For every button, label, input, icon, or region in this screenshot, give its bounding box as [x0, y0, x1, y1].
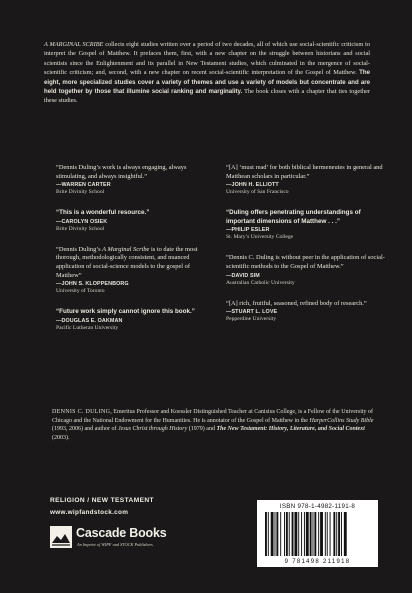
- endorsement-author: —DOUGLAS E. OAKMAN: [56, 317, 123, 324]
- endorsement-affiliation: University of Toronto: [56, 288, 105, 295]
- endorsement-quote: “[A] rich, fruitful, seasoned, refined body of research.”: [226, 299, 367, 307]
- endorsement-quote: “[A] ‘must read’ for both biblical hermeneutes in general and Matthean scholars in particular.”: [226, 164, 383, 180]
- endorsement: [56, 164, 214, 196]
- endorsement: [56, 308, 214, 332]
- author-name: DENNIS C. DULING: [52, 409, 111, 415]
- subject-category: RELIGION / NEW TESTAMENT: [50, 497, 154, 504]
- endorsement-author: —DAVID SIM: [226, 272, 260, 279]
- cascade-waves-icon: [50, 526, 72, 548]
- endorsement-affiliation: Australian Catholic University: [226, 279, 295, 286]
- endorsements-right-column: [226, 164, 386, 336]
- endorsement-author: —PHILIP ESLER: [226, 227, 270, 234]
- endorsement: [56, 209, 214, 233]
- endorsement-affiliation: Pepperdine University: [226, 316, 277, 323]
- book-description: [44, 40, 370, 106]
- endorsement-quote: “This is a wonderful resource.”: [56, 209, 150, 217]
- endorsement-quote: “Dennis Duling’s work is always engaging, always stimulating, and always insightful.”: [56, 164, 187, 180]
- endorsement-author: —JOHN H. ELLIOTT: [226, 182, 279, 189]
- endorsement: [226, 164, 386, 196]
- author-bio: DENNIS C. DULING, Emeritus Professor and Koessler Distinguished Teacher at Canisius College, is a Fellow of the University of Chicago and the National Endowment for the Humanities. He is annotator of the Gospel of Matthew in the HarperCollins Study Bible (1993, 2006) and author of Jesus Christ through History (1979) and The New Testament: History, Literature, and Social Context (2003).: [52, 409, 374, 441]
- bio-book-title: Jesus Christ through History: [118, 426, 188, 433]
- endorsement: [226, 300, 386, 324]
- endorsement-affiliation: University of San Francisco: [226, 189, 289, 196]
- isbn-label: ISBN 978-1-4982-1191-8: [279, 503, 356, 510]
- publisher-imprint: An Imprint of WIPF and STOCK Publishers: [77, 542, 153, 547]
- endorsement-affiliation: Brite Divinity School: [56, 189, 105, 196]
- endorsement-affiliation: Brite Divinity School: [56, 225, 105, 232]
- endorsement-affiliation: Pacific Lutheran University: [56, 324, 119, 331]
- description-text: collects eight studies written over a period of two decades, all of which use social-scientific criticism to interpret the Gospel of Matthew. It prefaces them, first, with a new chapter on the struggle between historians and social scientists since the Enlightenment and its parallel in New Testament studies, which culminated in the mergence of social-scientific criticism; and, second, with a new chapter on recent social-scientific interpretation of the Gospel of Matthew.: [44, 41, 370, 77]
- endorsements-left-column: [56, 164, 214, 345]
- publisher-name: Cascade Books: [76, 526, 167, 540]
- bio-book-title: The New Testament: History, Literature, and Social Context: [216, 426, 365, 433]
- endorsement-quote: “Dennis C. Duling is without peer in the application of social-scientific methods to the Gospel of Matthew.”: [226, 254, 385, 270]
- endorsement-author: —JOHN S. KLOPPENBORG: [56, 281, 129, 288]
- barcode-digits: 9 781498 211918: [284, 559, 351, 565]
- endorsement-author: —STUART L. LOVE: [226, 309, 278, 316]
- endorsement: [226, 254, 386, 286]
- isbn-barcode: [257, 500, 378, 567]
- endorsement: [56, 246, 214, 295]
- book-title: A MARGINAL SCRIBE: [44, 41, 104, 48]
- endorsement-quote: “Dennis Duling’s A Marginal Scribe is to date the most thorough, methodologically consistent, and nuanced application of social-science models to the gospel of Matthew”: [56, 245, 198, 279]
- endorsement-quote: “Future work simply cannot ignore this book.”: [56, 308, 195, 316]
- endorsement: [226, 209, 386, 241]
- description-closing-text: The book closes with a chapter that ties together these studies.: [44, 88, 370, 105]
- quoted-book-title: A Marginal Scribe: [102, 245, 150, 253]
- publisher-logo: [50, 526, 190, 550]
- publisher-website: www.wipfandstock.com: [50, 509, 129, 516]
- description-bold-text: The eight, more specialized studies cover a variety of themes and use a variety of models but concentrate and are held together by those that illumine social ranking and marginality.: [44, 69, 370, 96]
- endorsement-affiliation: St. Mary’s University College: [226, 234, 294, 241]
- endorsement-quote: “Duling offers penetrating understandings of important dimensions of Matthew . . .”: [226, 209, 361, 225]
- endorsement-author: —WARREN CARTER: [56, 182, 111, 189]
- barcode-icon: [265, 512, 369, 556]
- endorsement-author: —CAROLYN OSIEK: [56, 218, 108, 225]
- bio-book-title: HarperCollins Study Bible: [309, 417, 374, 424]
